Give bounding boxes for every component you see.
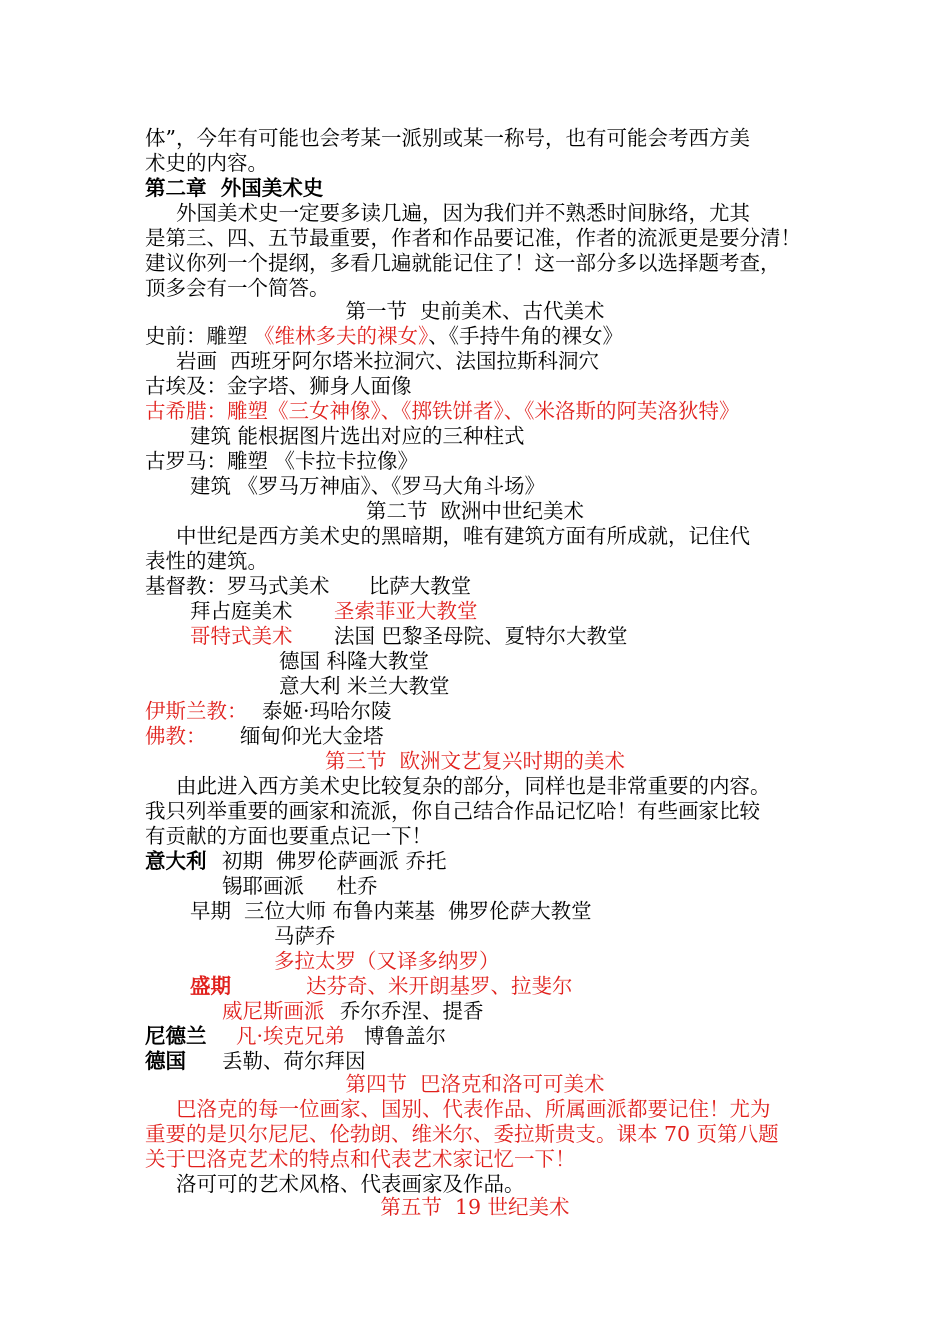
paragraph-line: 顶多会有一个简答。	[145, 276, 330, 300]
list-item: 乔尔乔涅、提香	[340, 999, 484, 1023]
section-heading-4: 第四节 巴洛克和洛可可美术	[345, 1072, 605, 1096]
paragraph-line: 是第三、四、五节最重要，作者和作品要记准，作者的流派更是要分清！	[145, 226, 801, 250]
list-item: 丢勒、荷尔拜因	[222, 1049, 366, 1073]
section-heading-5: 第五节 19 世纪美术	[380, 1195, 570, 1219]
list-item-highlight: 古希腊：雕塑《三女神像》、《掷铁饼者》、《米洛斯的阿芙洛狄特》	[145, 399, 740, 423]
paragraph-line: 中世纪是西方美术史的黑暗期，唯有建筑方面有所成就，记住代	[176, 524, 750, 548]
paragraph-line: 洛可可的艺术风格、代表画家及作品。	[176, 1172, 525, 1196]
list-item: 德国 科隆大教堂	[279, 649, 430, 673]
list-item-highlight: 凡·埃克兄弟	[236, 1024, 346, 1048]
list-item: 拜占庭美术	[190, 599, 293, 623]
country-label: 尼德兰	[145, 1024, 207, 1048]
list-item: 岩画 西班牙阿尔塔米拉洞穴、法国拉斯科洞穴	[176, 349, 600, 373]
list-item: 早期 三位大师 布鲁内莱基 佛罗伦萨大教堂	[190, 899, 592, 923]
paragraph-line: 术史的内容。	[145, 151, 268, 175]
list-item: 缅甸仰光大金塔	[240, 724, 384, 748]
list-item	[145, 324, 623, 349]
list-item: 意大利 米兰大教堂	[279, 674, 450, 698]
period-label-highlight: 盛期	[190, 974, 231, 998]
list-label-highlight: 佛教：	[145, 724, 207, 748]
paragraph-line: 外国美术史一定要多读几遍，因为我们并不熟悉时间脉络，尤其	[176, 201, 750, 225]
list-label-highlight: 威尼斯画派	[222, 999, 325, 1023]
list-item: 基督教：罗马式美术 比萨大教堂	[145, 574, 472, 598]
chapter-heading: 第二章 外国美术史	[145, 176, 324, 200]
list-item-highlight: 多拉太罗（又译多纳罗）	[274, 949, 500, 973]
list-item: 初期 佛罗伦萨画派 乔托	[222, 849, 447, 873]
list-item: 建筑 《罗马万神庙》、《罗马大角斗场》	[190, 474, 546, 498]
list-item: 博鲁盖尔	[364, 1024, 446, 1048]
list-item: 马萨乔	[274, 924, 336, 948]
list-item: 古罗马：雕塑 《卡拉卡拉像》	[145, 449, 419, 473]
section-heading-1: 第一节 史前美术、古代美术	[345, 299, 605, 323]
paragraph-line: 表性的建筑。	[145, 549, 268, 573]
item-highlight: 《维林多夫的裸女》	[254, 324, 429, 348]
country-label: 德国	[145, 1049, 186, 1073]
paragraph-line-highlight: 巴洛克的每一位画家、国别、代表作品、所属画派都要记住！尤为	[176, 1097, 771, 1121]
list-item-highlight: 哥特式美术	[190, 624, 293, 648]
paragraph-line: 有贡献的方面也要重点记一下！	[145, 824, 432, 848]
list-item: 建筑 能根据图片选出对应的三种柱式	[190, 424, 525, 448]
paragraph-line: 体”，今年有可能也会考某一派别或某一称号，也有可能会考西方美	[145, 126, 750, 150]
section-heading-3: 第三节 欧洲文艺复兴时期的美术	[324, 749, 626, 773]
list-item: 法国 巴黎圣母院、夏特尔大教堂	[334, 624, 628, 648]
list-label-highlight: 伊斯兰教：	[145, 699, 248, 723]
item-text: 、《手持牛角的裸女》	[428, 324, 624, 348]
list-item-highlight: 圣索菲亚大教堂	[334, 599, 478, 623]
paragraph-line: 我只列举重要的画家和流派，你自己结合作品记忆哈！有些画家比较	[145, 799, 760, 823]
paragraph-line: 建议你列一个提纲，多看几遍就能记住了！这一部分多以选择题考查，	[145, 251, 781, 275]
country-label: 意大利	[145, 849, 207, 873]
item-label: 史前：雕塑	[145, 324, 255, 348]
paragraph-line: 由此进入西方美术史比较复杂的部分，同样也是非常重要的内容。	[176, 774, 771, 798]
list-item: 锡耶画派 杜乔	[222, 874, 378, 898]
list-item: 泰姬·玛哈尔陵	[262, 699, 392, 723]
list-item: 古埃及：金字塔、狮身人面像	[145, 374, 412, 398]
list-item-highlight: 达芬奇、米开朗基罗、拉斐尔	[306, 974, 573, 998]
paragraph-line-highlight: 重要的是贝尔尼尼、伦勃朗、维米尔、委拉斯贵支。课本 70 页第八题	[145, 1122, 779, 1146]
section-heading-2: 第二节 欧洲中世纪美术	[365, 499, 585, 523]
paragraph-line-highlight: 关于巴洛克艺术的特点和代表艺术家记忆一下！	[145, 1147, 576, 1171]
